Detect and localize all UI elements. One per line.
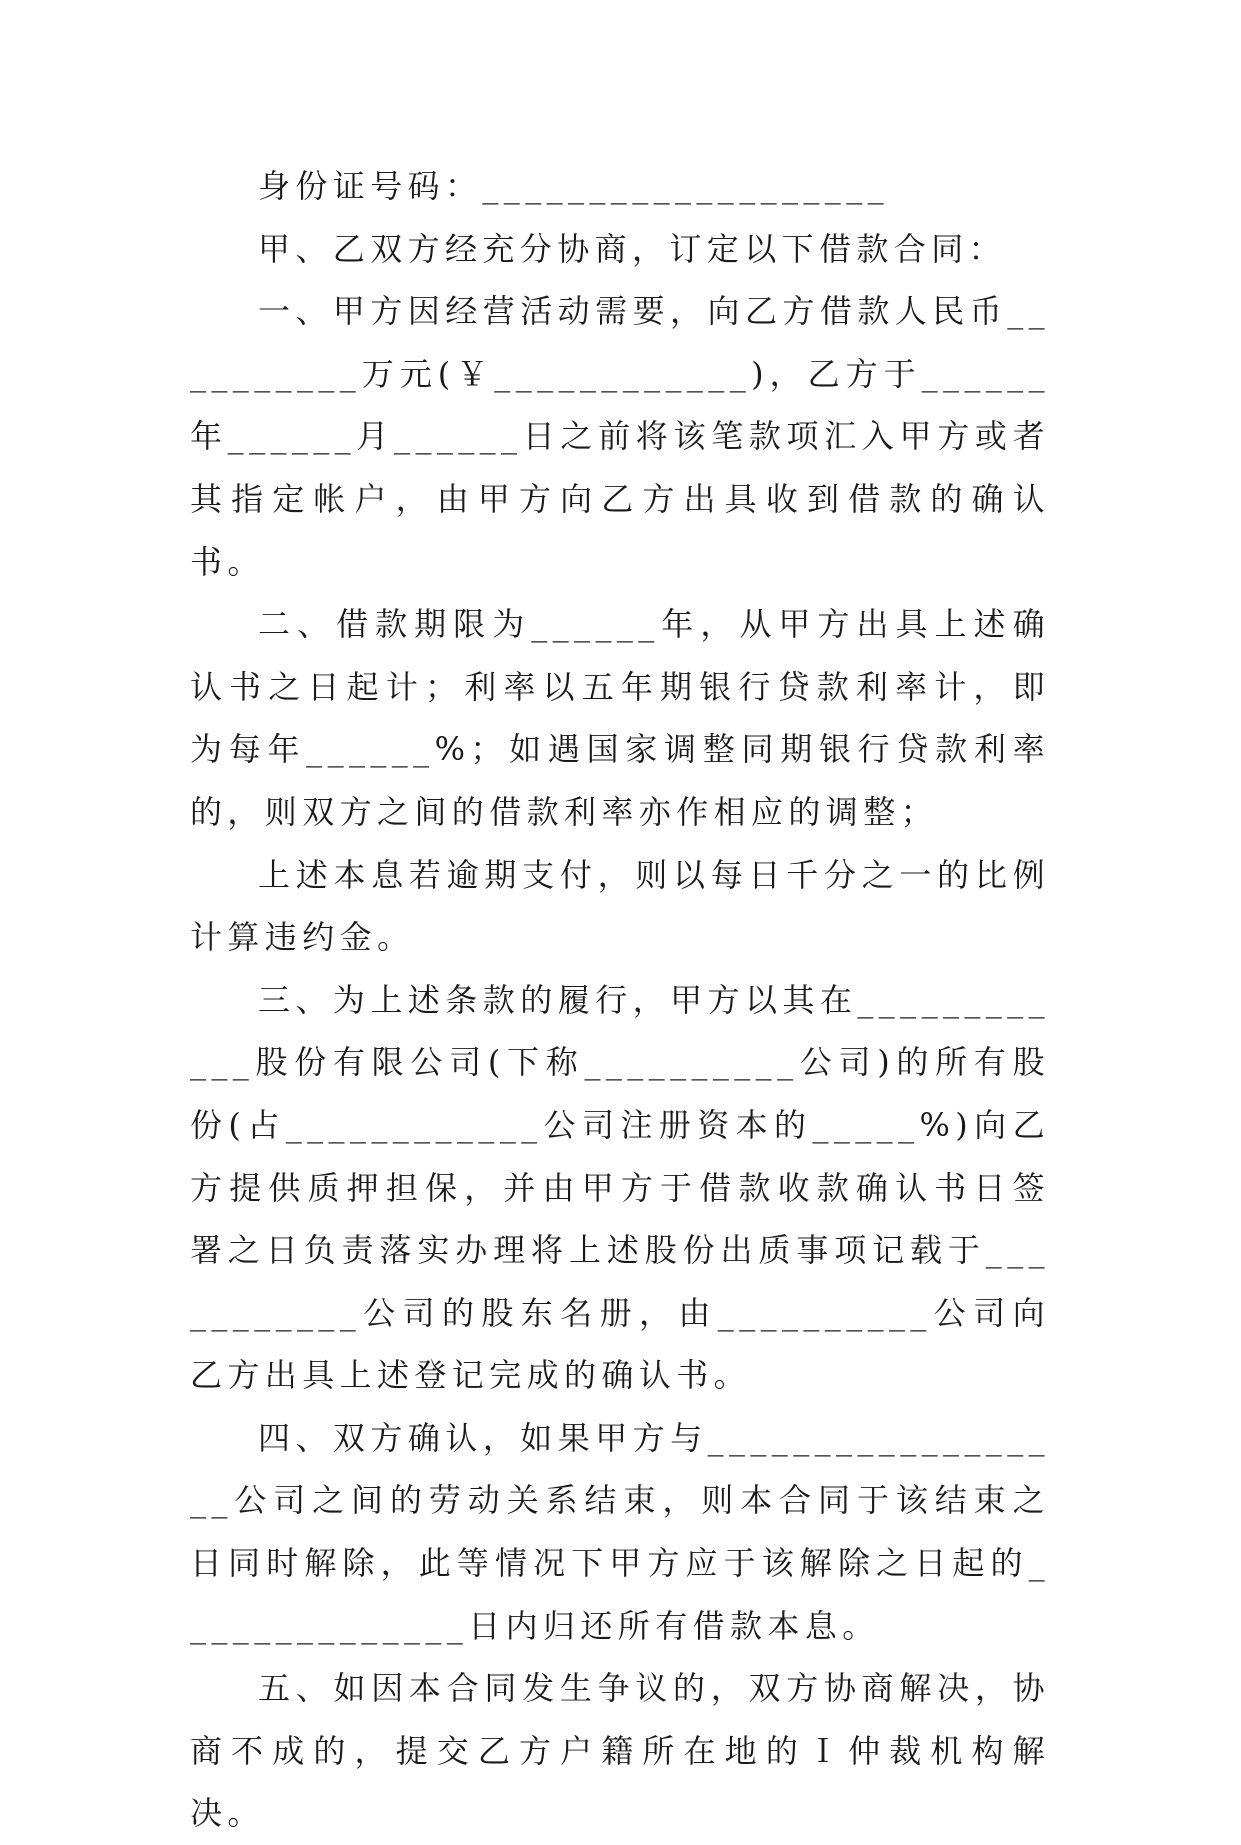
clause-5-dispute: 五、如因本合同发生争议的，双方协商解决，协商不成的，提交乙方户籍所在地的Ｉ仲裁机构解决。 [190, 1669, 1050, 1833]
contract-preamble: 甲、乙双方经充分协商，订定以下借款合同： [258, 229, 1007, 268]
clause-2-late-penalty: 上述本息若逾期支付，则以每日千分之一的比例计算违约金。 [190, 855, 1050, 957]
clause-3-pledge: 三、为上述条款的履行，甲方以其在____________股份有限公司(下称__________公司)的所有股份(占____________公司注册资本的_____%)向乙方提供质押担保，并由甲方于借款收款确认书日签署之日负责落实办理将上述股份出质事项记载于___________公司的股东名册，由__________公司向乙方出具上述登记完成的确认书。 [190, 980, 1050, 1395]
clause-4-termination: 四、双方确认，如果甲方与__________________公司之间的劳动关系结束，则本合同于该结束之日同时解除，此等情况下甲方应于该解除之日起的______________日内归还所有借款本息。 [190, 1418, 1050, 1645]
clause-2-loan-term: 二、借款期限为______年，从甲方出具上述确认书之日起计；利率以五年期银行贷款利率计，即为每年______%；如遇国家调整同期银行贷款利率的，则双方之间的借款利率亦作相应的调整； [190, 605, 1050, 831]
id-number-line: 身份证号码：___________________ [258, 167, 890, 205]
clause-1-loan-amount: 一、甲方因经营活动需要，向乙方借款人民币__________万元(￥____________)，乙方于______年______月______日之前将该笔款项汇入甲方或者其指定帐户，由甲方向乙方出具收到借款的确认书。 [190, 292, 1050, 581]
contract-page [190, 155, 1050, 1845]
